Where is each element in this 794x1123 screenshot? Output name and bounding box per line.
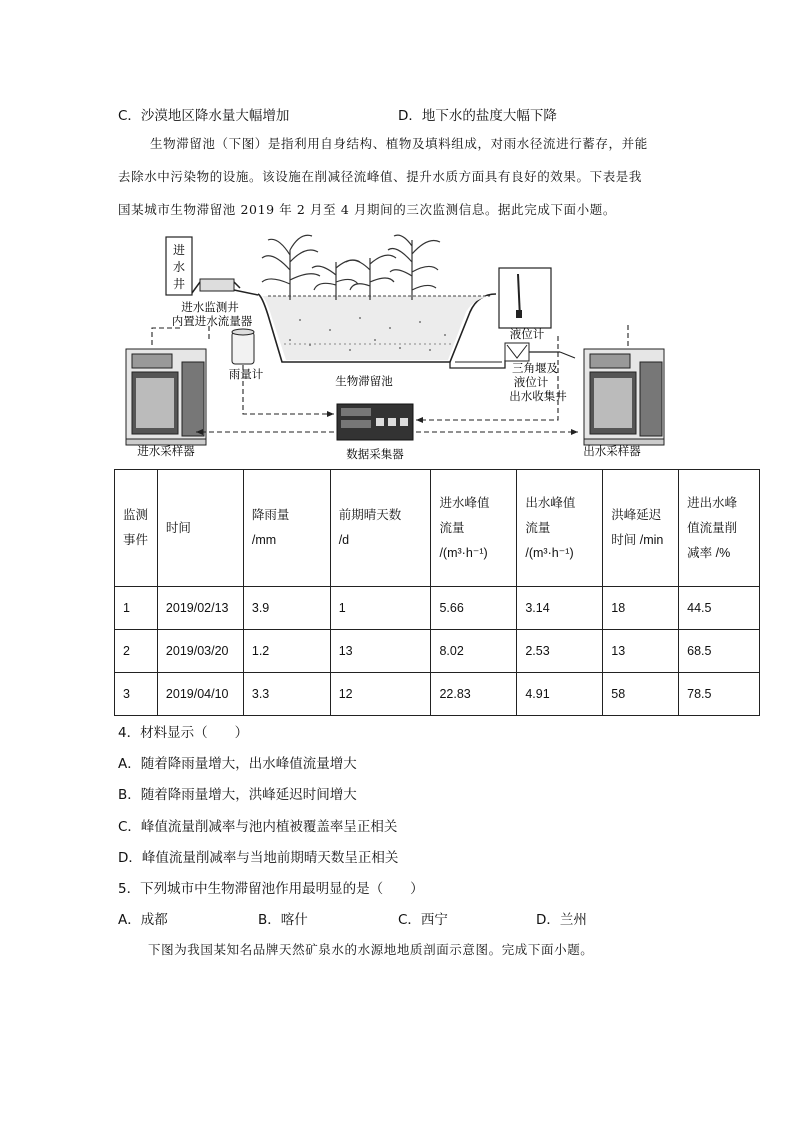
inlet-monitor-label-2: 内置进水流量器 xyxy=(171,314,253,328)
inlet-well-char-2: 水 xyxy=(172,260,186,274)
monitoring-table xyxy=(114,469,760,716)
table-header-row xyxy=(115,470,760,587)
data-collector-label: 数据采集器 xyxy=(346,447,404,461)
inlet-monitor-label-1: 进水监测井 xyxy=(181,300,239,314)
outlet-sampler-device xyxy=(584,349,664,445)
q3-option-c: C．沙漠地区降水量大幅增加 xyxy=(118,108,290,124)
data-collector-device xyxy=(337,404,413,440)
inlet-well-char-3: 井 xyxy=(172,277,186,291)
header-rainfall: 降雨量 /mm xyxy=(243,470,330,587)
bioretention-diagram xyxy=(0,0,794,470)
header-time: 时间 xyxy=(157,470,243,587)
level-meter-label: 液位计 xyxy=(509,327,545,341)
intro-line-1: 生物滞留池（下图）是指利用自身结构、植物及填料组成，对雨水径流进行蓄存，并能 xyxy=(150,136,648,151)
q5-option-d[interactable]: D．兰州 xyxy=(536,912,587,928)
table-row: 3 2019/04/10 3.3 12 22.83 4.91 58 78.5 xyxy=(115,673,760,716)
q4-option-a[interactable]: A．随着降雨量增大，出水峰值流量增大 xyxy=(118,756,357,772)
outlet-sampler-label: 出水采样器 xyxy=(583,444,641,458)
plants xyxy=(262,235,440,300)
header-dry-days: 前期晴天数 /d xyxy=(330,470,431,587)
inlet-well-char-1: 进 xyxy=(172,243,186,257)
q5-option-c[interactable]: C．西宁 xyxy=(398,912,448,928)
intro-line-3: 国某城市生物滞留池 2019 年 2 月至 4 月期间的三次监测信息。据此完成下面小题。 xyxy=(118,202,616,217)
q4-option-d[interactable]: D．峰值流量削减率与当地前期晴天数呈正相关 xyxy=(118,850,399,866)
bioretention-label: 生物滞留池 xyxy=(335,374,393,388)
q4-option-b[interactable]: B．随着降雨量增大，洪峰延迟时间增大 xyxy=(118,787,357,803)
level-meter-box xyxy=(499,268,551,328)
table-row: 1 2019/02/13 3.9 1 5.66 3.14 18 44.5 xyxy=(115,587,760,630)
header-inflow-peak: 进水峰值 流量 /(m³·h⁻¹) xyxy=(431,470,517,587)
header-delay: 洪峰延迟 时间 /min xyxy=(603,470,679,587)
q5-stem: 5．下列城市中生物滞留池作用最明显的是（ ） xyxy=(118,881,424,897)
header-outflow-peak: 出水峰值 流量 /(m³·h⁻¹) xyxy=(517,470,603,587)
table-row: 2 2019/03/20 1.2 13 8.02 2.53 13 68.5 xyxy=(115,630,760,673)
outlet-well-label: 出水收集井 xyxy=(509,389,567,403)
inlet-monitor-device xyxy=(200,279,234,291)
q5-option-b[interactable]: B．喀什 xyxy=(258,912,308,928)
weir-label-2: 液位计 xyxy=(513,375,549,389)
q4-stem: 4．材料显示（ ） xyxy=(118,725,249,741)
inlet-sampler-device xyxy=(126,349,206,445)
next-intro: 下图为我国某知名品牌天然矿泉水的水源地地质剖面示意图。完成下面小题。 xyxy=(148,942,594,957)
header-reduction: 进出水峰 值流量削 减率 /% xyxy=(679,470,760,587)
q4-option-c[interactable]: C．峰值流量削减率与池内植被覆盖率呈正相关 xyxy=(118,819,398,835)
rain-gauge-device xyxy=(232,332,254,364)
inlet-sampler-label: 进水采样器 xyxy=(137,444,195,458)
q3-option-d: D．地下水的盐度大幅下降 xyxy=(398,108,557,124)
q5-option-a[interactable]: A．成都 xyxy=(118,912,168,928)
weir-label-1: 三角堰及 xyxy=(512,361,558,375)
rain-gauge-label: 雨量计 xyxy=(228,367,264,381)
header-event: 监测 事件 xyxy=(115,470,158,587)
intro-line-2: 去除水中污染物的设施。该设施在削减径流峰值、提升水质方面具有良好的效果。下表是我 xyxy=(118,169,643,184)
